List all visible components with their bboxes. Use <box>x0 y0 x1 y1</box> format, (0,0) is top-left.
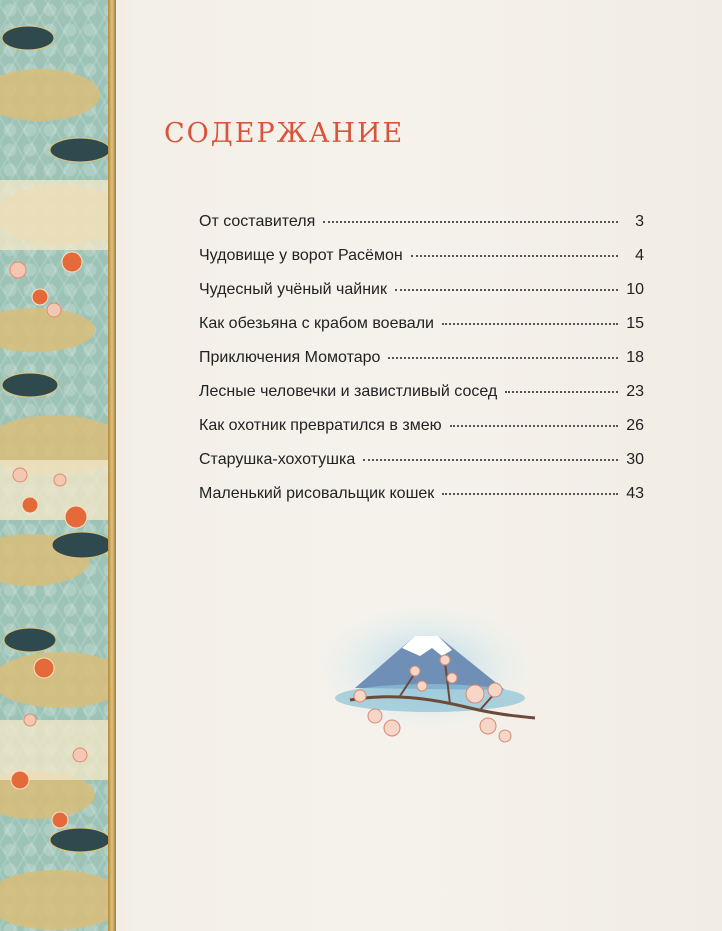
toc-leader-dots <box>450 424 618 427</box>
toc-entry-title: Лесные человечки и завистливый сосед <box>199 383 498 400</box>
toc-entry-page: 10 <box>626 281 644 298</box>
decorative-border-pattern <box>0 0 112 931</box>
toc-leader-dots <box>505 390 618 393</box>
toc-leader-dots <box>363 458 618 461</box>
pine-blossom-pattern-icon <box>0 0 112 931</box>
toc-entry-page: 15 <box>626 315 644 332</box>
toc-leader-dots <box>442 492 618 495</box>
mount-fuji-blossom-icon <box>320 598 540 748</box>
toc-entry <box>199 315 644 349</box>
toc-entry <box>199 247 644 281</box>
toc-entry <box>199 417 644 451</box>
table-of-contents <box>199 213 644 519</box>
toc-entry-page: 30 <box>626 451 644 468</box>
toc-entry-page: 26 <box>626 417 644 434</box>
toc-leader-dots <box>395 288 618 291</box>
toc-entry <box>199 485 644 519</box>
toc-entry <box>199 383 644 417</box>
toc-leader-dots <box>323 220 618 223</box>
toc-entry-page: 43 <box>626 485 644 502</box>
toc-entry-title: Как охотник превратился в змею <box>199 417 442 434</box>
toc-leader-dots <box>388 356 618 359</box>
toc-leader-dots <box>411 254 618 257</box>
toc-leader-dots <box>442 322 618 325</box>
gold-border-edge <box>108 0 116 931</box>
toc-entry-title: От составителя <box>199 213 316 230</box>
toc-entry-title: Маленький рисовальщик кошек <box>199 485 435 502</box>
toc-entry <box>199 349 644 383</box>
toc-entry <box>199 451 644 485</box>
toc-entry-page: 18 <box>626 349 644 366</box>
toc-entry-title: Приключения Момотаро <box>199 349 381 366</box>
toc-entry-title: Старушка-хохотушка <box>199 451 356 468</box>
toc-entry <box>199 281 644 315</box>
toc-entry-title: Чудесный учёный чайник <box>199 281 387 298</box>
toc-entry-page: 23 <box>626 383 644 400</box>
page-title: СОДЕРЖАНИЕ <box>164 118 405 150</box>
toc-entry <box>199 213 644 247</box>
toc-entry-page: 3 <box>635 213 644 230</box>
toc-entry-title: Как обезьяна с крабом воевали <box>199 315 434 332</box>
toc-entry-page: 4 <box>635 247 644 264</box>
fuji-illustration <box>320 598 540 753</box>
toc-entry-title: Чудовище у ворот Расёмон <box>199 247 403 264</box>
